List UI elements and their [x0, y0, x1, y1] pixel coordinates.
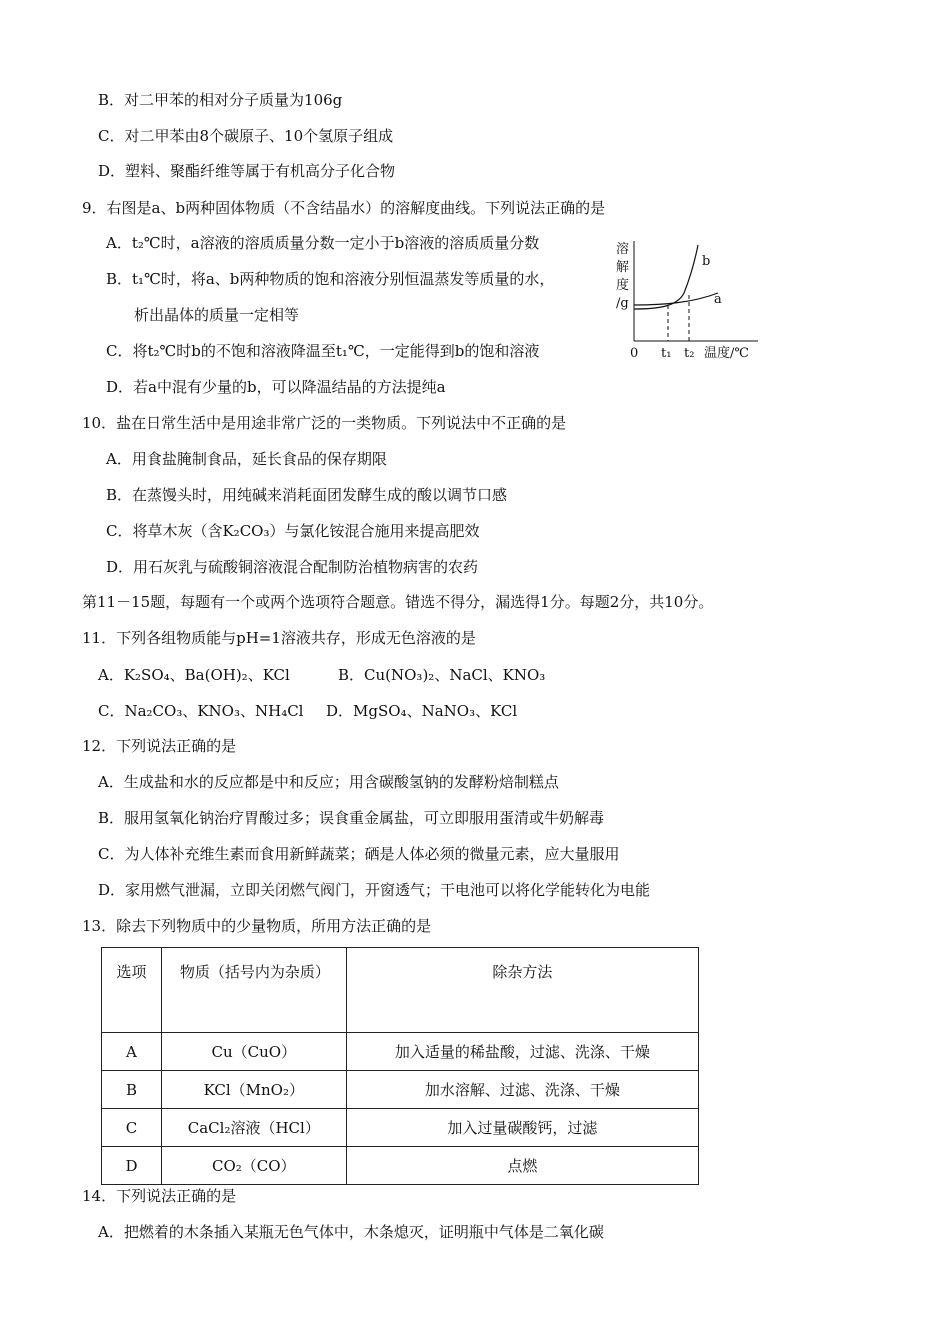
q11-option-a: A．K₂SO₄、Ba(OH)₂、KCl — [98, 666, 290, 684]
section-note: 第11－15题，每题有一个或两个选项符合题意。错选不得分，漏选得1分。每题2分，共10分。 — [82, 593, 714, 611]
ylabel-2: 解 — [616, 260, 630, 275]
q14-stem: 14．下列说法正确的是 — [82, 1187, 237, 1205]
series-b-curve — [634, 245, 698, 309]
table-row — [102, 1033, 699, 1071]
ylabel-4: /g — [616, 296, 629, 311]
table-cell: 加入过量碳酸钙，过滤 — [346, 1109, 698, 1147]
q10-option-a: A．用食盐腌制食品，延长食品的保存期限 — [106, 450, 387, 468]
q11-option-d: D．MgSO₄、NaNO₃、KCl — [326, 702, 518, 720]
table-cell: CO₂（CO） — [161, 1147, 346, 1185]
q9-option-a: A．t₂℃时，a溶液的溶质质量分数一定小于b溶液的溶质质量分数 — [106, 234, 540, 252]
table-cell: 加水溶解、过滤、洗涤、干燥 — [346, 1071, 698, 1109]
origin-label: 0 — [630, 346, 639, 361]
q8-option-b: B．对二甲苯的相对分子质量为106g — [98, 91, 343, 109]
solubility-chart — [612, 233, 762, 363]
q10-option-d: D．用石灰乳与硫酸铜溶液混合配制防治植物病害的农药 — [106, 558, 479, 576]
series-b-label: b — [702, 254, 711, 269]
q13-table — [101, 947, 699, 1185]
table-cell: Cu（CuO） — [161, 1033, 346, 1071]
q10-option-b: B．在蒸馒头时，用纯碱来消耗面团发酵生成的酸以调节口感 — [106, 486, 508, 504]
t1-tick-label: t₁ — [661, 346, 672, 361]
q12-option-b: B．服用氢氧化钠治疗胃酸过多；误食重金属盐，可立即服用蛋清或牛奶解毒 — [98, 809, 605, 827]
series-a-curve — [634, 293, 718, 305]
table-row — [102, 1147, 699, 1185]
q13-stem: 13．除去下列物质中的少量物质，所用方法正确的是 — [82, 917, 432, 935]
table-row — [102, 1071, 699, 1109]
table-cell: 点燃 — [346, 1147, 698, 1185]
table-header-cell: 除杂方法 — [346, 948, 698, 1033]
table-cell: C — [102, 1109, 162, 1147]
q9-option-b: B．t₁℃时，将a、b两种物质的饱和溶液分别恒温蒸发等质量的水， — [106, 270, 555, 288]
q9-option-d: D．若a中混有少量的b，可以降温结晶的方法提纯a — [106, 378, 446, 396]
q12-option-d: D．家用燃气泄漏，立即关闭燃气阀门，开窗透气；干电池可以将化学能转化为电能 — [98, 881, 651, 899]
t2-tick-label: t₂ — [684, 346, 695, 361]
table-cell: CaCl₂溶液（HCl） — [161, 1109, 346, 1147]
q12-option-a: A．生成盐和水的反应都是中和反应；用含碳酸氢钠的发酵粉焙制糕点 — [98, 773, 559, 791]
table-cell: B — [102, 1071, 162, 1109]
table-cell: A — [102, 1033, 162, 1071]
xlabel: 温度/℃ — [704, 346, 749, 361]
ylabel-3: 度 — [616, 278, 630, 293]
q9-stem: 9．右图是a、b两种固体物质（不含结晶水）的溶解度曲线。下列说法正确的是 — [82, 199, 606, 217]
q9-option-c: C．将t₂℃时b的不饱和溶液降温至t₁℃，一定能得到b的饱和溶液 — [106, 342, 540, 360]
q11-option-c: C．Na₂CO₃、KNO₃、NH₄Cl — [98, 702, 304, 720]
table-row — [102, 1109, 699, 1147]
table-cell: 加入适量的稀盐酸，过滤、洗涤、干燥 — [346, 1033, 698, 1071]
q14-option-a: A．把燃着的木条插入某瓶无色气体中，木条熄灭，证明瓶中气体是二氧化碳 — [98, 1223, 604, 1241]
table-cell: KCl（MnO₂） — [161, 1071, 346, 1109]
table-header-row — [102, 948, 699, 1033]
ylabel-1: 溶 — [616, 242, 630, 257]
table-cell: D — [102, 1147, 162, 1185]
q12-stem: 12．下列说法正确的是 — [82, 737, 237, 755]
q8-option-d: D．塑料、聚酯纤维等属于有机高分子化合物 — [98, 162, 396, 180]
q9-option-b-cont: 析出晶体的质量一定相等 — [134, 306, 300, 324]
q11-stem: 11．下列各组物质能与pH=1溶液共存，形成无色溶液的是 — [82, 629, 476, 647]
series-a-label: a — [714, 292, 722, 307]
table-header-cell: 物质（括号内为杂质） — [161, 948, 346, 1033]
table-header-cell: 选项 — [102, 948, 162, 1033]
q8-option-c: C．对二甲苯由8个碳原子、10个氢原子组成 — [98, 127, 394, 145]
q10-option-c: C．将草木灰（含K₂CO₃）与氯化铵混合施用来提高肥效 — [106, 522, 480, 540]
q10-stem: 10．盐在日常生活中是用途非常广泛的一类物质。下列说法中不正确的是 — [82, 414, 567, 432]
q11-option-b: B．Cu(NO₃)₂、NaCl、KNO₃ — [338, 666, 546, 684]
q12-option-c: C．为人体补充维生素而食用新鲜蔬菜；硒是人体必须的微量元素，应大量服用 — [98, 845, 620, 863]
